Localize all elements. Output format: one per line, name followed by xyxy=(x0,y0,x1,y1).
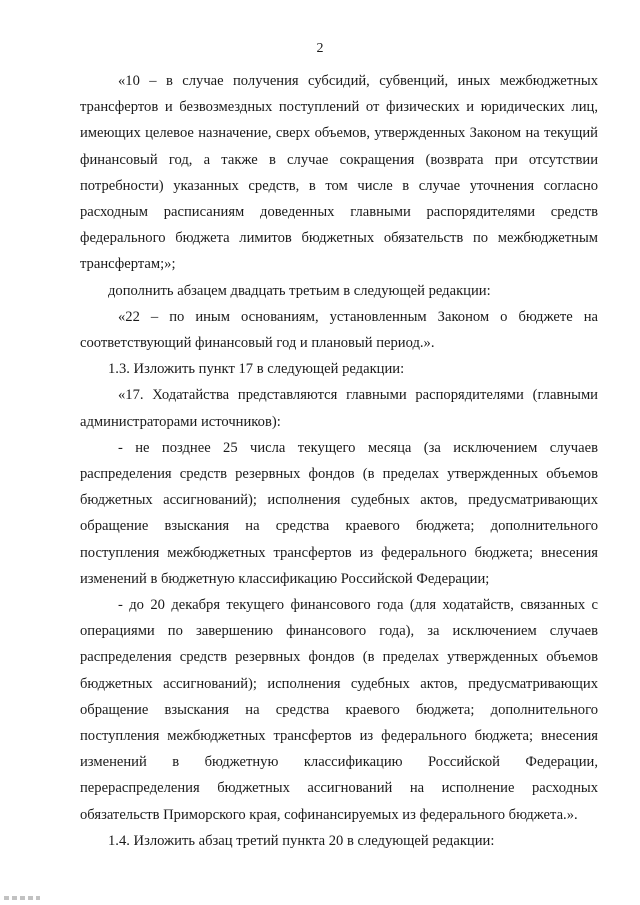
paragraph-item-17: «17. Ходатайства представляются главными распорядителями (главными администраторами источников): xyxy=(80,387,598,430)
paragraph-section-1-4: 1.4. Изложить абзац третий пункта 20 в следующей редакции: xyxy=(108,832,495,849)
paragraph-item-22: «22 – по иным основаниям, установленным Законом о бюджете на соответствующий финансовый год и плановый период.». xyxy=(80,308,598,352)
paragraph-add-clause-23: дополнить абзацем двадцать третьим в следующей редакции: xyxy=(108,282,491,299)
paragraph-deadline-25: - не позднее 25 числа текущего месяца (за исключением случаев распределения средств резервных фондов (в пределах утвержденных объемов бюджетных ассигнований); исполнения судебных актов, предусматривающих обращение взыскания на средства краевого бюджета; дополнительного поступления межбюджетных трансфертов из федерального бюджета; внесения изменений в бюджетную классификацию Российской Федерации; xyxy=(80,439,598,587)
paragraph-section-1-3: 1.3. Изложить пункт 17 в следующей редакции: xyxy=(108,361,405,378)
page-number: 2 xyxy=(316,41,324,56)
document-body xyxy=(80,68,598,854)
paragraph-item-10: «10 – в случае получения субсидий, субвенций, иных межбюджетных трансфертов и безвозмездных поступлений от физических и юридических лиц, имеющих целевое назначение, сверх объемов, утвержденных Законом на текущий финансовый год, а также в случае сокращения (возврата при отсутствии потребности) указанных средств, в том числе в случае уточнения согласно расходным расписаниям доведенных главными распорядителями средств федерального бюджета лимитов бюджетных обязательств по межбюджетным трансфертам;»; xyxy=(80,73,598,273)
scan-edge-mark xyxy=(4,896,40,900)
paragraph-deadline-december-20: - до 20 декабря текущего финансового года (для ходатайств, связанных с операциями по завершению финансового года), за исключением случаев распределения средств резервных фондов (в пределах утвержденных объемов бюджетных ассигнований); исполнения судебных актов, предусматривающих обращение взыскания на средства краевого бюджета; дополнительного поступления межбюджетных трансфертов из федерального бюджета; внесения изменений в бюджетную классификацию Российской Федерации, перераспределения бюджетных ассигнований на исполнение расходных обязательств Приморского края, софинансируемых из федерального бюджета.». xyxy=(80,597,598,823)
